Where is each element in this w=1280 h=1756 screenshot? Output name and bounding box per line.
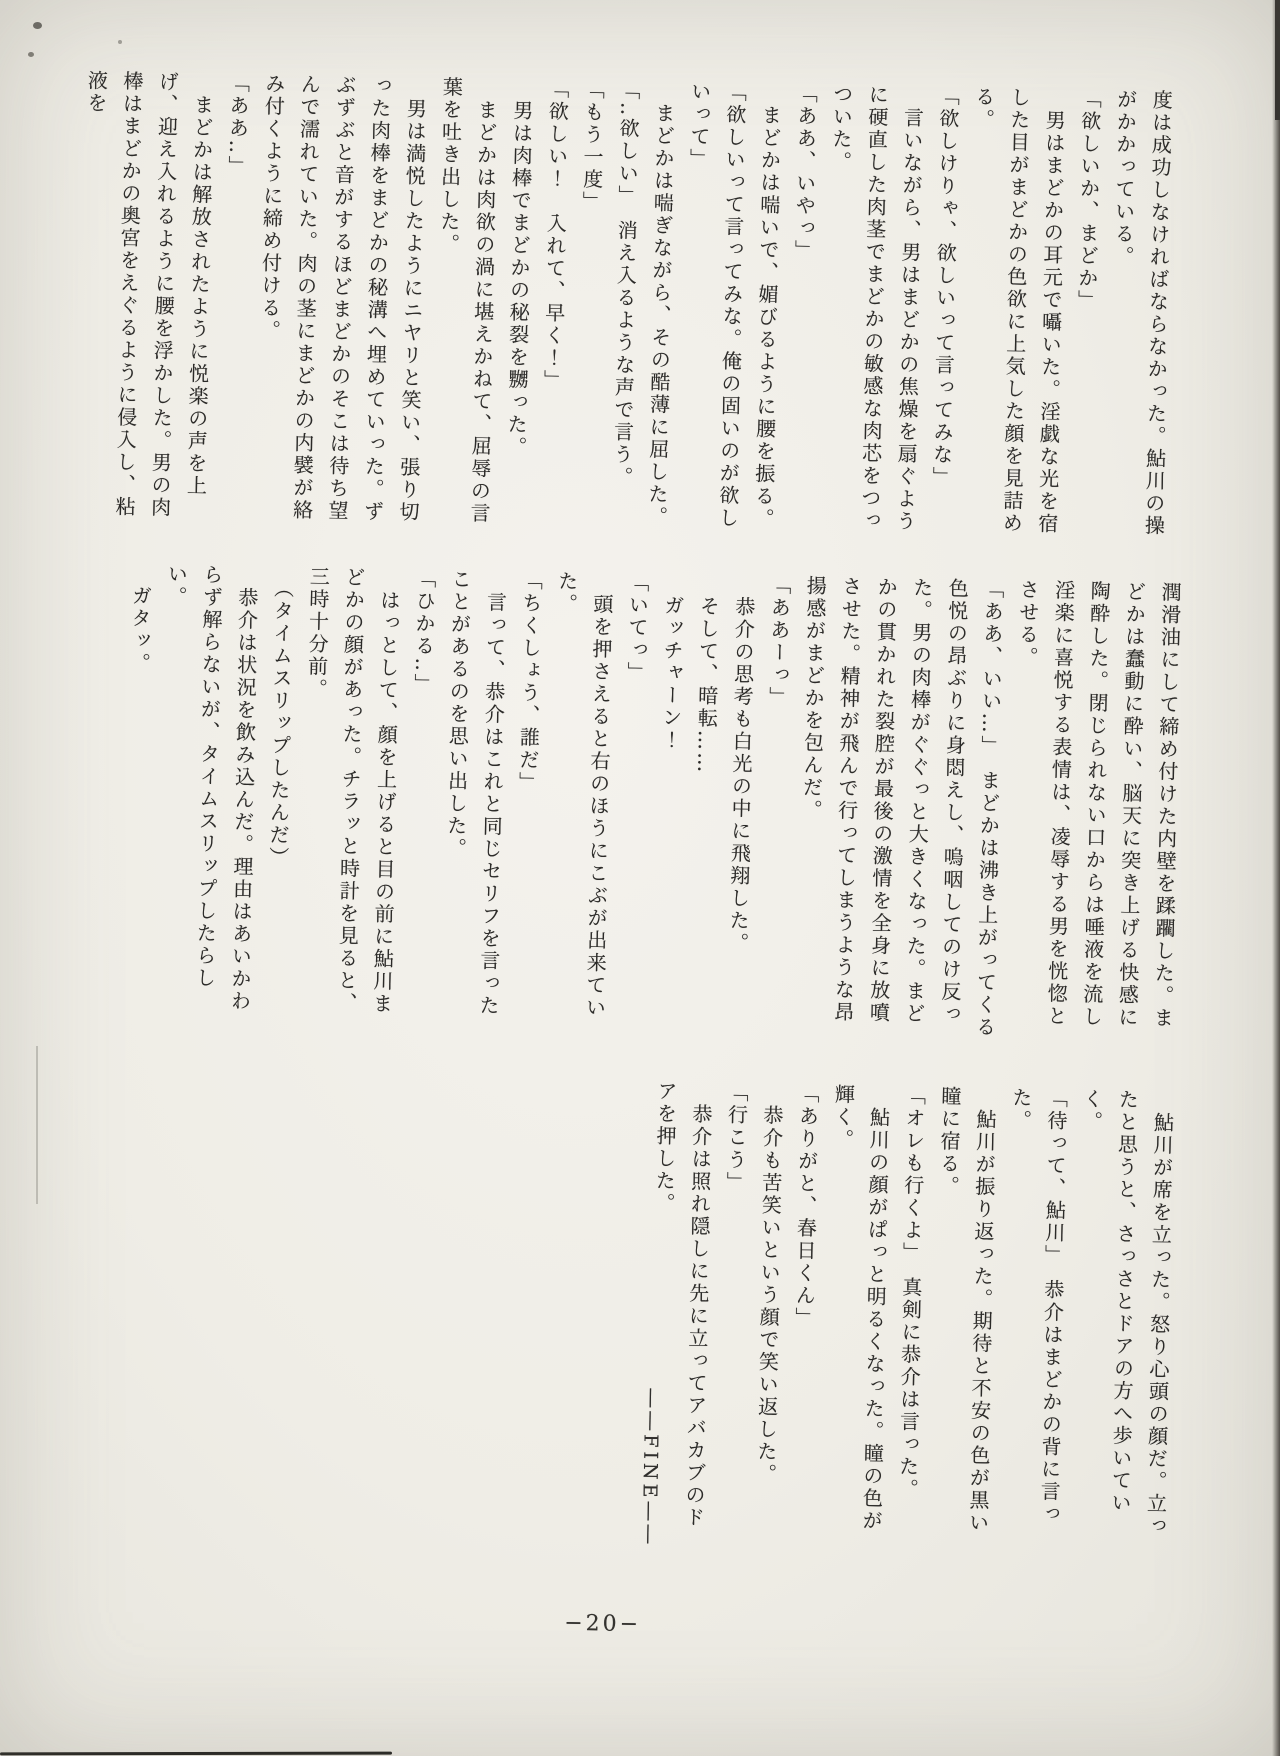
scan-edge-right-dark	[1275, 0, 1280, 120]
scan-left-edge-mark	[36, 1046, 38, 1204]
paragraph: 鮎川の顔がぱっと明るくなった。瞳の色が輝く。	[830, 1083, 892, 1533]
paragraph: 「ああ、いやっ」	[791, 82, 819, 263]
paragraph: そして、暗転……	[693, 572, 721, 776]
text-band-middle	[69, 562, 1187, 1046]
paragraph: 「欲しいって言ってみな。俺の固いのが欲しいって」	[686, 80, 748, 530]
paragraph: 「ひかる‥」	[410, 567, 437, 696]
paragraph: 恭介は状況を飲み込んだ。理由はあいかわらず解らないが、タイムスリップしたらしい。	[163, 563, 260, 1013]
paragraph: 鮎川が振り返った。期待と不安の色が黒い瞳に宿る。	[936, 1085, 998, 1535]
scan-speck	[28, 52, 34, 57]
paragraph: 恭介も苦笑いという顔で笑い返した。	[753, 1082, 785, 1486]
text-band-bottom	[592, 1079, 1180, 1554]
text-band-top	[80, 70, 1178, 552]
paragraph: 「オレも行くよ」 真剣に恭介は言った。	[894, 1084, 927, 1501]
paragraph: 「欲しけりゃ、欲しいって言ってみな」	[929, 85, 961, 489]
paragraph: 頭を押さえると右のほうにこぶが出来ていた。	[554, 570, 615, 1020]
paragraph: 「ああーっ」	[765, 574, 792, 710]
page-number: −20−	[563, 1610, 642, 1638]
paragraph: 言って、恭介はこれと同じセリフを言ったことがあるのを思い出した。	[443, 568, 508, 1018]
paragraph: まどかは喘いで、媚びるように腰を振る。	[750, 82, 783, 531]
paragraph: まどかは解放されたように悦楽の声を上げ、迎え入れるように腰を浮かした。男の肉棒はまどかの奥宮をえぐるように侵入し、粘液を	[83, 69, 216, 520]
paragraph: 「もう一度」	[579, 78, 606, 214]
paragraph: まどかは喘ぎながら、その酷薄に屈した。	[644, 80, 677, 529]
paragraph: 度は成功しなければならなかった。鮎川の操がかかっている。	[1110, 88, 1174, 538]
paragraph: 恭介の思考も白光の中に飛翔した。	[725, 573, 757, 955]
paragraph: 恭介は照れ隠しに先に立ってアバカブのドアを押した。	[651, 1080, 714, 1530]
scan-edge-right	[1272, 0, 1280, 1756]
paragraph: 「ちくしょう、誰だ」	[515, 569, 544, 795]
paragraph: 「ああ、いい…」 まどかは沸き上がってくる色悦の昂ぶりに身悶えし、嗚咽してのけ反った。男の肉棒がぐぐっと大きくなった。まどかの貫かれた裂腔が最後の激情を全身に放噴させた。精神が飛んで行ってしまうような昂揚感がまどかを包んだ。	[798, 574, 1005, 1039]
paragraph: 「欲しい！ 入れて、早く！」	[540, 78, 570, 393]
paragraph: 「‥欲しい」 消え入るような声で言う。	[609, 79, 641, 489]
scan-speck	[33, 22, 42, 29]
paragraph: 鮎川が席を立った。怒り心頭の顔だ。立ったと思うと、さっさとドアの方へ歩いていく。	[1079, 1088, 1176, 1538]
paragraph: 「行こう」	[723, 1081, 750, 1195]
paragraph: 「欲しいか、まどか」	[1074, 87, 1103, 313]
paragraph: 「ああ‥」	[224, 72, 251, 179]
paragraph: 「ありがと、春日くん」	[791, 1082, 821, 1330]
paragraph: 「待って、鮎川」 恭介はまどかの背に言った。	[1008, 1086, 1069, 1526]
paragraph: （タイムスリップしたんだ）	[265, 565, 296, 870]
scan-bottom-edge-line	[0, 1752, 392, 1756]
paragraph: 「いてっ」	[623, 571, 650, 685]
paragraph: 言いながら、男はまどかの焦燥を扇ぐように硬直した肉茎でまどかの敏感な肉芯をつっついた。	[828, 83, 925, 534]
paragraph: ガッチャーン！	[658, 572, 686, 752]
paragraph: 男はまどかの耳元で囁いた。淫戯な光を宿した目がまどかの色欲に上気した顔を見詰める。	[971, 85, 1067, 536]
paragraph: 男は満悦したようにニヤリと笑い、張り切った肉棒をまどかの秘溝へ埋めていった。ずぶずぶと音がするほどまどかのそこは待ち望んで濡れていた。肉の茎にまどかの内襞が絡み付くように締め付ける。	[257, 72, 429, 524]
paragraph: はっとして、顔を上げると目の前に鮎川まどかの顔があった。チラッと時計を見ると、三時十分前。	[304, 565, 402, 1016]
paragraph: 潤滑油にして締め付けた内壁を蹂躙した。まどかは蠢動に酔い、脳天に突き上げる快感に陶酔した。閉じられない口からは唾液を流し淫楽に喜悦する表情は、凌辱する男を恍惚とさせる。	[1014, 578, 1183, 1030]
paragraph: 男は肉棒でまどかの秘裂を嬲った。	[503, 77, 535, 459]
paragraph: まどかは肉欲の渦に堪えかねて、屈辱の言葉を吐き出した。	[436, 76, 500, 526]
scan-speck	[118, 40, 122, 44]
paragraph: ガタッ。	[126, 562, 154, 676]
end-marker-fine: ――FINE――	[637, 1388, 663, 1548]
